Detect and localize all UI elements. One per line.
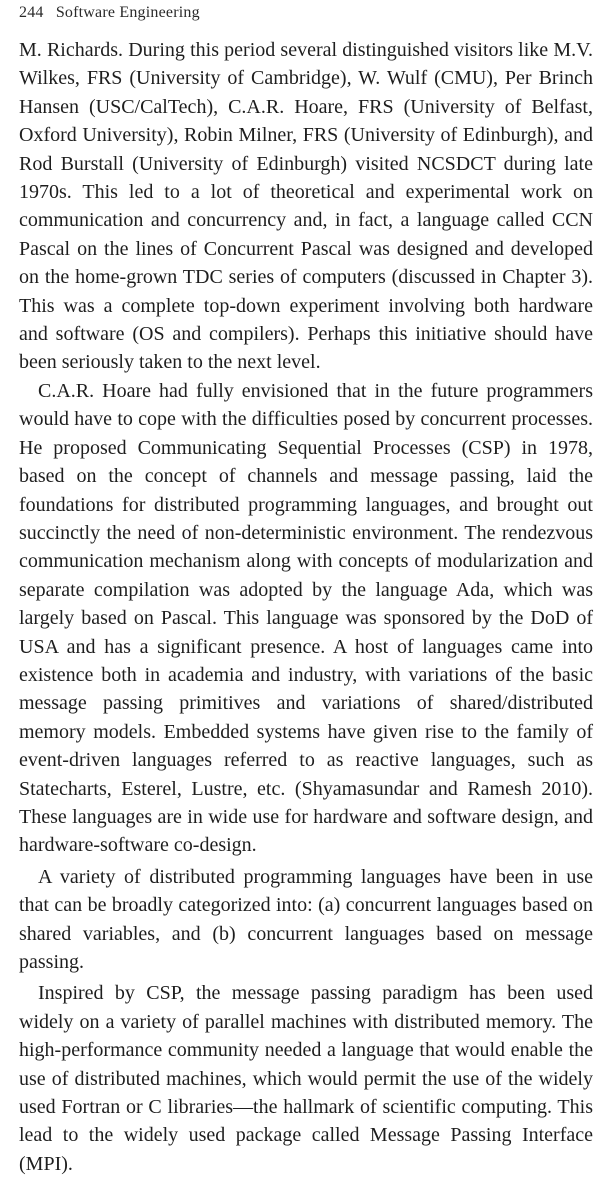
running-header (19, 4, 200, 22)
paragraph-1: M. Richards. During this period several distinguished visitors like M.V. Wilkes, FRS (University of Cambridge), W. Wulf (CMU), Per Brinch Hansen (USC/CalTech), C.A.R. Hoare, FRS (University of Belfast, Oxford University), Robin Milner, FRS (University of Edinburgh), and Rod Burstall (University of Edinburgh) visited NCSDCT during late 1970s. This led to a lot of theoretical and experimental work on communication and concurrency and, in fact, a language called CCN Pascal on the lines of Concurrent Pascal was designed and developed on the home-grown TDC series of computers (discussed in Chapter 3). This was a complete top-down experiment involving both hardware and software (OS and compilers). Perhaps this initiative should have been seriously taken to the next level. (19, 39, 593, 374)
body-text (19, 36, 593, 1178)
paragraph-3: A variety of distributed programming languages have been in use that can be broadly categorized into: (a) concurrent languages based on shared variables, and (b) concurrent languages based on message passing. (19, 865, 593, 973)
paragraph-2: C.A.R. Hoare had fully envisioned that in the future programmers would have to cope with the difficulties posed by concurrent processes. He proposed Communicating Sequential Processes (CSP) in 1978, based on the concept of channels and message passing, laid the foundations for distributed programming languages, and brought out succinctly the need of non-deterministic environment. The rendezvous communication mechanism along with concepts of modularization and separate compilation was adopted by the language Ada, which was largely based on Pascal. This language was sponsored by the DoD of USA and has a significant presence. A host of languages came into existence both in academia and industry, with variations of the basic message passing primitives and variations of shared/distributed memory models. Embedded systems have given rise to the family of event-driven languages referred to as reactive languages, such as Statecharts, Esterel, Lustre, etc. (Shyamasundar and Ramesh 2010). These languages are in wide use for hardware and software design, and hardware-software co-design. (19, 379, 593, 857)
running-title: Software Engineering (55, 4, 200, 21)
paragraph-4: Inspired by CSP, the message passing paradigm has been used widely on a variety of parallel machines with distributed memory. The high-performance community needed a language that would enable the use of distributed machines, which would permit the use of the widely used Fortran or C libraries—the hallmark of scientific computing. This lead to the widely used package called Message Passing Interface (MPI). (19, 982, 593, 1175)
page-number: 244 (19, 4, 44, 21)
